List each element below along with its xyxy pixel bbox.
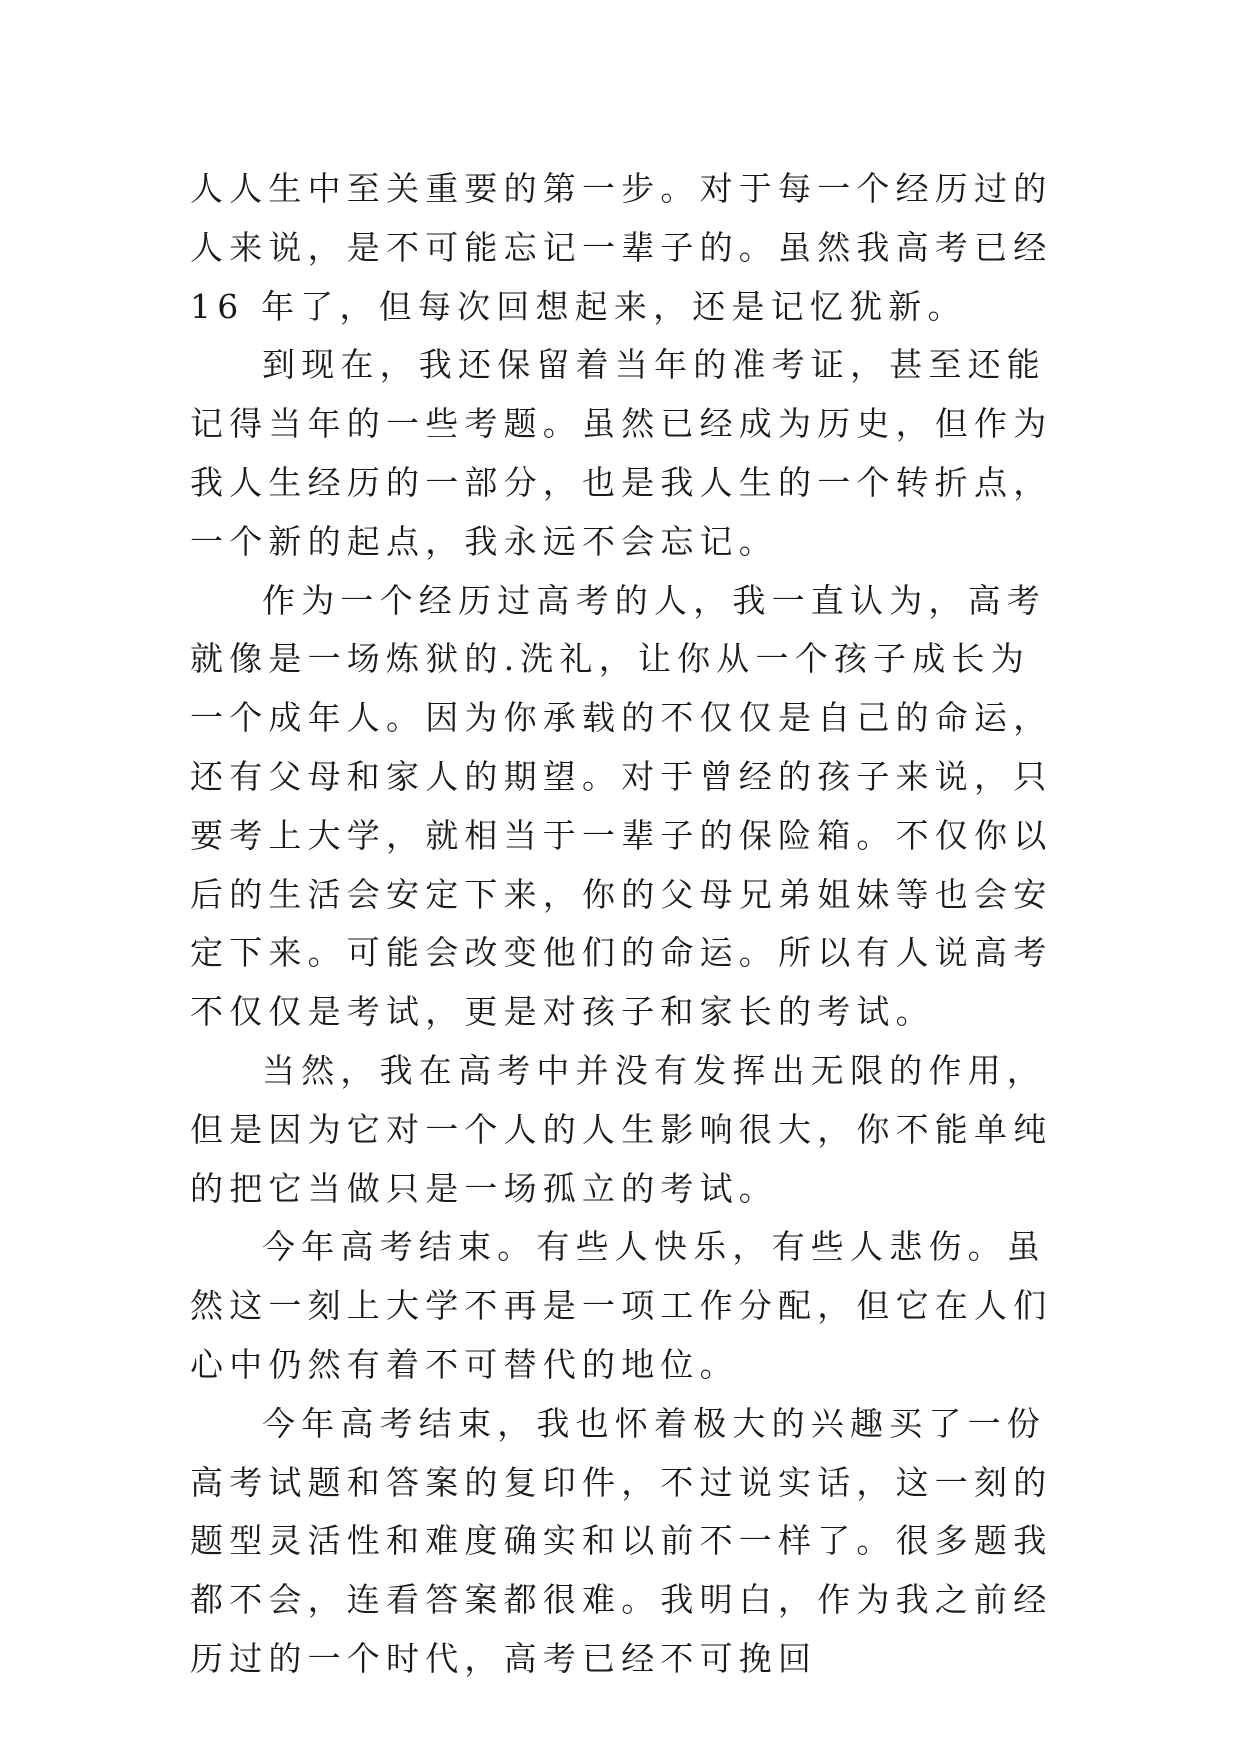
document-body	[190, 160, 1060, 1689]
paragraph-6: 今年高考结束，我也怀着极大的兴趣买了一份高考试题和答案的复印件，不过说实话，这一刻的题型灵活性和难度确实和以前不一样了。很多题我都不会，连看答案都很难。我明白，作为我之前经历过的一个时代，高考已经不可挽回	[190, 1403, 1053, 1678]
paragraph-2: 到现在，我还保留着当年的准考证，甚至还能记得当年的一些考题。虽然已经成为历史，但作为我人生经历的一部分，也是我人生的一个转折点，一个新的起点，我永远不会忘记。	[190, 345, 1053, 561]
paragraph-4: 当然，我在高考中并没有发挥出无限的作用，但是因为它对一个人的人生影响很大，你不能单纯的把它当做只是一场孤立的考试。	[190, 1050, 1053, 1208]
paragraph-1: 人人生中至关重要的第一步。对于每一个经历过的人来说，是不可能忘记一辈子的。虽然我高考已经 16 年了，但每次回想起来，还是记忆犹新。	[190, 169, 1053, 326]
paragraph-3: 作为一个经历过高考的人，我一直认为，高考就像是一场炼狱的.洗礼，让你从一个孩子成长为一个成年人。因为你承载的不仅仅是自己的命运，还有父母和家人的期望。对于曾经的孩子来说，只要考上大学，就相当于一辈子的保险箱。不仅你以后的生活会安定下来，你的父母兄弟姐妹等也会安定下来。可能会改变他们的命运。所以有人说高考不仅仅是考试，更是对孩子和家长的考试。	[190, 580, 1053, 1032]
paragraph-5: 今年高考结束。有些人快乐，有些人悲伤。虽然这一刻上大学不再是一项工作分配，但它在人们心中仍然有着不可替代的地位。	[190, 1227, 1053, 1384]
